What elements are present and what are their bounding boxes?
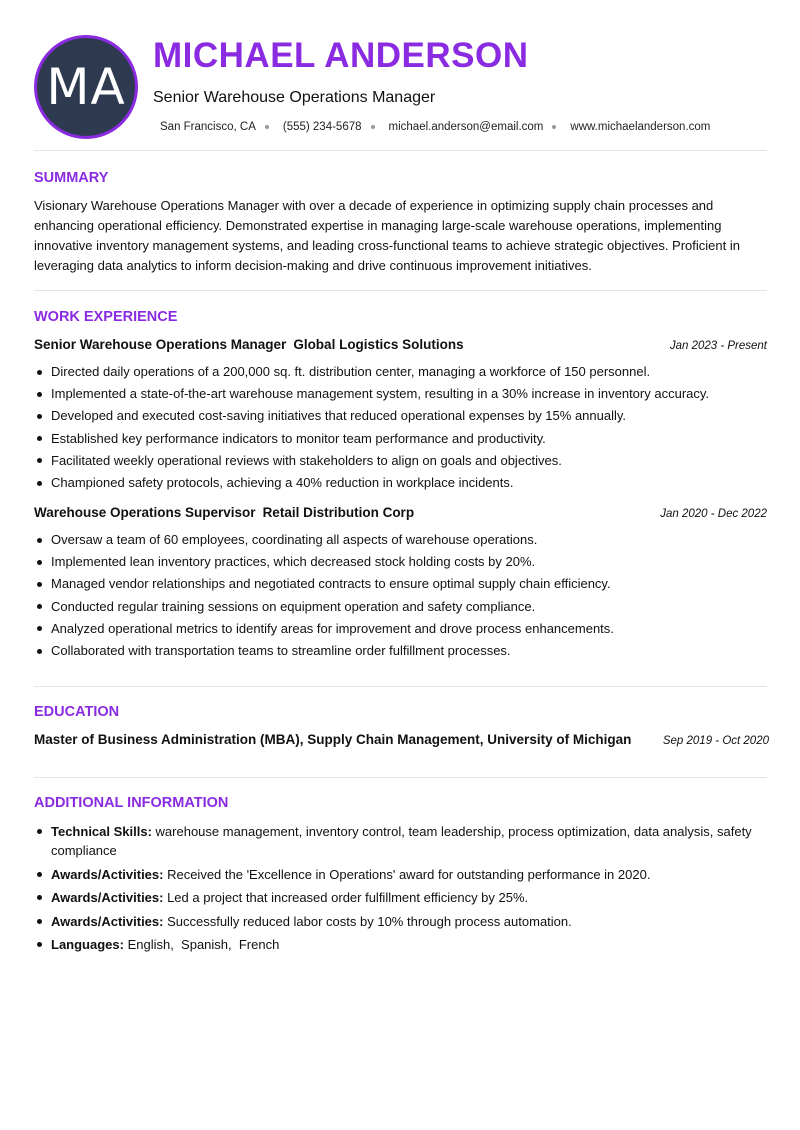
additional-text: Received the 'Excellence in Operations' award for outstanding performance in 2020. [163, 866, 651, 882]
additional-item [34, 888, 769, 907]
education-degree: Master of Business Administration (MBA), Supply Chain Management, University of Michigan [34, 732, 632, 747]
job-bullet: Conducted regular training sessions on equipment operation and safety compliance. [34, 596, 767, 618]
job-dates: Jan 2023 - Present [669, 340, 767, 352]
contact-website[interactable]: www.michaelanderson.com [570, 121, 711, 133]
job-bullet: Implemented lean inventory practices, which decreased stock holding costs by 20%. [34, 551, 767, 573]
job-header [34, 505, 767, 525]
job-role: Warehouse Operations Supervisor [34, 505, 256, 520]
additional-item [34, 935, 769, 954]
job-bullet: Developed and executed cost-saving initiatives that reduced operational expenses by 15% annually. [34, 405, 767, 427]
contact-row [160, 121, 710, 133]
job-entry [34, 337, 767, 494]
job-company: Retail Distribution Corp [262, 505, 415, 520]
additional-item [34, 912, 769, 931]
experience-heading: WORK EXPERIENCE [34, 309, 178, 325]
avatar [34, 35, 138, 139]
candidate-name: MICHAEL ANDERSON [153, 36, 529, 75]
education-dates: Sep 2019 - Oct 2020 [662, 735, 769, 747]
additional-label: Technical Skills: [51, 824, 152, 839]
job-bullet: Collaborated with transportation teams to streamline order fulfillment processes. [34, 640, 767, 662]
job-bullet: Established key performance indicators to monitor team performance and productivity. [34, 428, 767, 450]
additional-text: Successfully reduced labor costs by 10% through process automation. [163, 913, 572, 929]
education-heading: EDUCATION [34, 704, 120, 720]
contact-location: San Francisco, CA [160, 121, 256, 133]
separator-dot [371, 125, 375, 129]
contact-email[interactable]: michael.anderson@email.com [388, 121, 544, 133]
job-bullets [34, 529, 767, 662]
additional-heading: ADDITIONAL INFORMATION [34, 795, 229, 811]
divider [34, 150, 767, 151]
additional-item [34, 822, 769, 860]
additional-text: Led a project that increased order fulfillment efficiency by 25%. [163, 890, 529, 905]
job-bullet: Implemented a state-of-the-art warehouse management system, resulting in a 30% increase in inventory accuracy. [34, 383, 767, 405]
divider [34, 777, 767, 778]
candidate-title: Senior Warehouse Operations Manager [153, 89, 436, 106]
job-bullet: Championed safety protocols, achieving a 40% reduction in workplace incidents. [34, 472, 767, 494]
separator-dot [552, 125, 556, 129]
job-header [34, 337, 767, 357]
additional-text: warehouse management, inventory control, team leadership, process optimization, data analysis, safety compliance [51, 824, 752, 858]
job-bullet: Oversaw a team of 60 employees, coordinating all aspects of warehouse operations. [34, 529, 767, 551]
job-bullet: Directed daily operations of a 200,000 sq. ft. distribution center, managing a workforce of 150 personnel. [34, 361, 767, 383]
additional-label: Awards/Activities: [51, 913, 164, 929]
separator-dot [265, 125, 269, 129]
job-bullet: Facilitated weekly operational reviews with stakeholders to align on goals and objectives. [34, 450, 767, 472]
job-bullet: Managed vendor relationships and negotiated contracts to ensure optimal supply chain efficiency. [34, 573, 767, 595]
additional-label: Languages: [51, 937, 124, 952]
additional-list [34, 822, 769, 959]
divider [34, 686, 767, 687]
contact-phone: (555) 234-5678 [282, 121, 362, 133]
job-company: Global Logistics Solutions [293, 337, 464, 352]
additional-label: Awards/Activities: [51, 866, 164, 882]
summary-text: Visionary Warehouse Operations Manager with over a decade of experience in optimizing supply chain processes and enhancing operational efficiency. Demonstrated expertise in managing large-scale warehouse operations, implementing innovative inventory management systems, and leading cross-functional teams to achieve strategic objectives. Proficient in leveraging data analytics to inform decision-making and drive continuous improvement initiatives. [34, 198, 740, 273]
additional-label: Awards/Activities: [51, 890, 164, 905]
job-dates: Jan 2020 - Dec 2022 [660, 508, 767, 520]
job-bullets [34, 361, 767, 494]
avatar-initials: MA [46, 58, 126, 116]
additional-text: English, Spanish, French [123, 937, 280, 952]
divider [34, 290, 767, 291]
education-entry [34, 732, 769, 747]
job-entry [34, 505, 767, 662]
additional-item [34, 865, 769, 884]
summary-heading: SUMMARY [34, 170, 109, 186]
job-bullet: Analyzed operational metrics to identify areas for improvement and drove process enhancements. [34, 618, 767, 640]
job-role: Senior Warehouse Operations Manager [34, 337, 287, 352]
